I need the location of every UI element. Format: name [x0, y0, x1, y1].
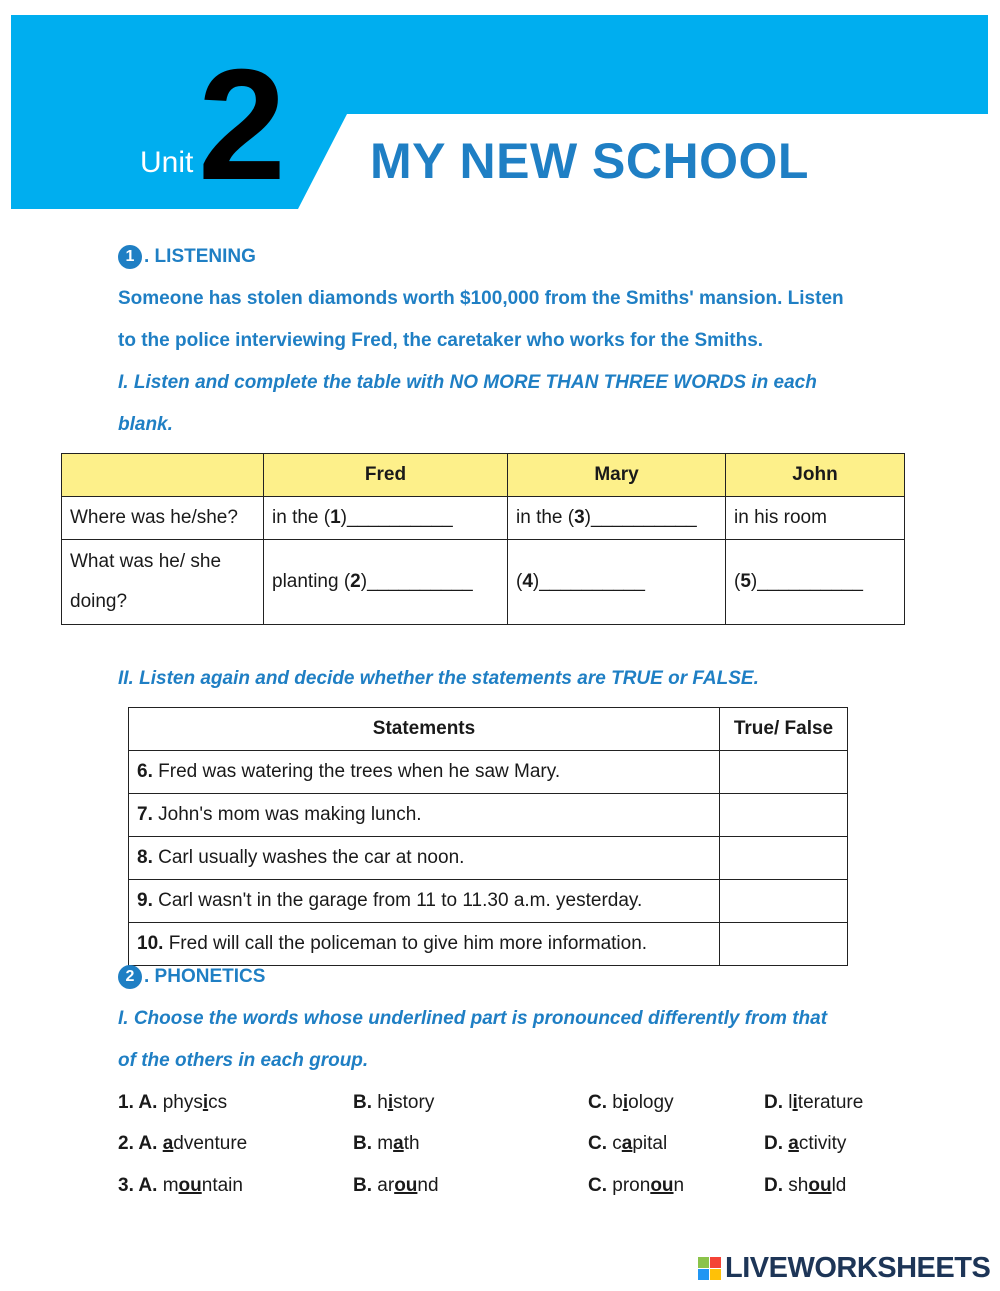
phonetics-question-2	[118, 1133, 938, 1163]
table-header-row	[129, 708, 848, 751]
truefalse-answer-cell[interactable]	[720, 923, 848, 966]
listening-heading-text: . LISTENING	[144, 246, 256, 267]
table-row	[129, 837, 848, 880]
unit-banner	[0, 0, 1000, 215]
table-header-cell: Fred	[264, 454, 508, 497]
statement-text: 6. Fred was watering the trees when he saw Mary.	[129, 751, 720, 794]
table-row	[129, 794, 848, 837]
table-cell: in his room	[726, 497, 905, 540]
truefalse-answer-cell[interactable]	[720, 794, 848, 837]
section-number-badge: 1	[118, 245, 142, 269]
answer-blank-2[interactable]: planting (2)__________	[264, 540, 508, 625]
listening-intro-line1: Someone has stolen diamonds worth $100,000 from the Smiths' mansion. Listen	[118, 288, 844, 309]
row-label: Where was he/she?	[62, 497, 264, 540]
table-row	[129, 880, 848, 923]
table-header-row	[62, 454, 905, 497]
phonetics-heading	[118, 965, 265, 989]
option-a[interactable]: 2. A. adventure	[118, 1133, 248, 1154]
truefalse-header: True/ False	[720, 708, 848, 751]
table-header-cell	[62, 454, 264, 497]
option-b[interactable]: B. history	[353, 1092, 435, 1113]
phonetics-task1-line2: of the others in each group.	[118, 1050, 369, 1071]
option-b[interactable]: B. math	[353, 1133, 420, 1154]
unit-number: 2	[198, 37, 282, 213]
listening-intro-line2: to the police interviewing Fred, the caretaker who works for the Smiths.	[118, 330, 764, 351]
logo-text: LIVEWORKSHEETS	[725, 1252, 991, 1284]
answer-blank-5[interactable]: (5)__________	[726, 540, 905, 625]
statements-header: Statements	[129, 708, 720, 751]
table-row	[129, 923, 848, 966]
answer-blank-1[interactable]: in the (1)__________	[264, 497, 508, 540]
truefalse-answer-cell[interactable]	[720, 837, 848, 880]
option-c[interactable]: C. pronoun	[588, 1175, 685, 1196]
option-d[interactable]: D. literature	[764, 1092, 864, 1113]
section-number-badge: 2	[118, 965, 142, 989]
logo-grid-icon	[698, 1257, 721, 1280]
table-row	[62, 497, 905, 540]
liveworksheets-logo[interactable]	[698, 1252, 990, 1285]
statement-text: 9. Carl wasn't in the garage from 11 to 11.30 a.m. yesterday.	[129, 880, 720, 923]
option-a[interactable]: 1. A. physics	[118, 1092, 228, 1113]
listening-table	[61, 453, 905, 625]
option-b[interactable]: B. around	[353, 1175, 439, 1196]
statement-text: 10. Fred will call the policeman to give him more information.	[129, 923, 720, 966]
statement-text: 7. John's mom was making lunch.	[129, 794, 720, 837]
listening-task1-line2: blank.	[118, 414, 173, 435]
listening-heading	[118, 245, 256, 269]
option-c[interactable]: C. biology	[588, 1092, 674, 1113]
true-false-table	[128, 707, 848, 966]
table-row	[129, 751, 848, 794]
truefalse-answer-cell[interactable]	[720, 880, 848, 923]
option-d[interactable]: D. should	[764, 1175, 847, 1196]
phonetics-question-3	[118, 1175, 938, 1205]
option-c[interactable]: C. capital	[588, 1133, 668, 1154]
option-a[interactable]: 3. A. mountain	[118, 1175, 243, 1196]
row-label: What was he/ she doing?	[62, 540, 264, 625]
table-header-cell: Mary	[508, 454, 726, 497]
page-title: MY NEW SCHOOL	[370, 133, 809, 189]
unit-label: Unit	[140, 146, 194, 179]
table-row	[62, 540, 905, 625]
listening-task2: II. Listen again and decide whether the statements are TRUE or FALSE.	[118, 668, 759, 689]
answer-blank-4[interactable]: (4)__________	[508, 540, 726, 625]
answer-blank-3[interactable]: in the (3)__________	[508, 497, 726, 540]
phonetics-task1-line1: I. Choose the words whose underlined part is pronounced differently from that	[118, 1008, 828, 1029]
phonetics-heading-text: . PHONETICS	[144, 966, 266, 987]
listening-task1-line1: I. Listen and complete the table with NO MORE THAN THREE WORDS in each	[118, 372, 817, 393]
phonetics-question-1	[118, 1092, 938, 1122]
table-header-cell: John	[726, 454, 905, 497]
option-d[interactable]: D. activity	[764, 1133, 847, 1154]
truefalse-answer-cell[interactable]	[720, 751, 848, 794]
statement-text: 8. Carl usually washes the car at noon.	[129, 837, 720, 880]
